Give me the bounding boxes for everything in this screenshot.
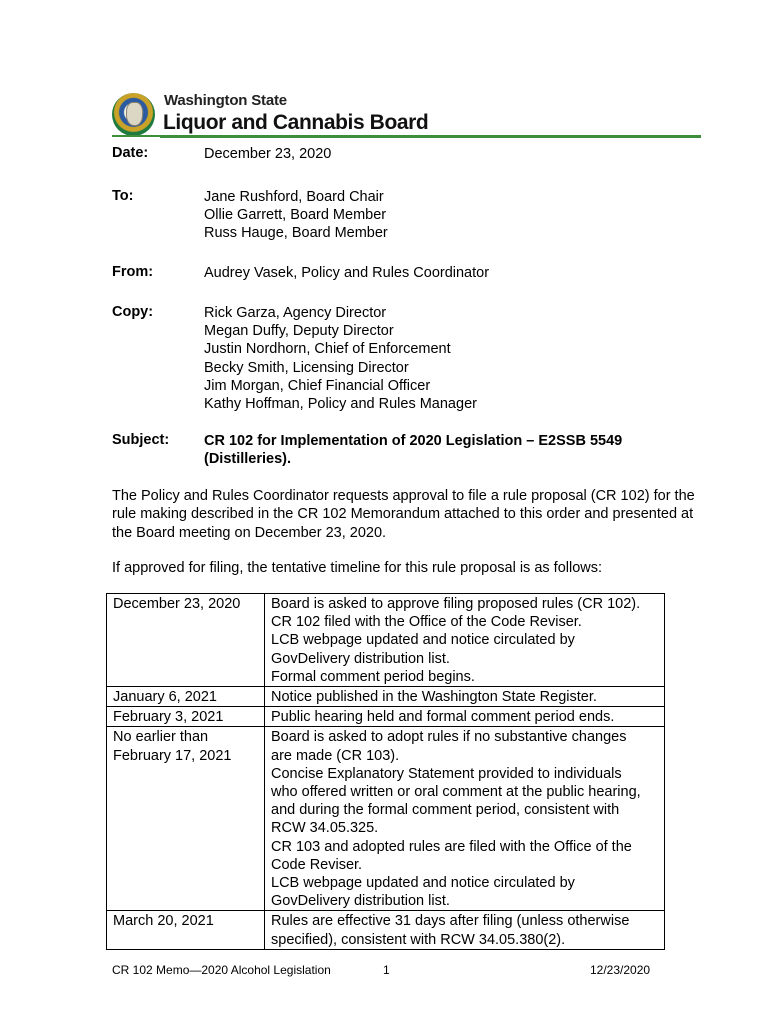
to-recipient: Jane Rushford, Board Chair bbox=[204, 189, 384, 205]
body-paragraph: If approved for filing, the tentative timeline for this rule proposal is as follows: bbox=[112, 560, 603, 576]
table-row bbox=[107, 911, 665, 949]
table-row bbox=[107, 727, 665, 911]
timeline-action: Public hearing held and formal comment period ends. bbox=[271, 709, 615, 726]
copy-recipients bbox=[204, 304, 477, 413]
subject-value: CR 102 for Implementation of 2020 Legislation – E2SSB 5549 (Distilleries). bbox=[204, 433, 623, 468]
timeline-action: Concise Explanatory Statement provided to individuals bbox=[271, 765, 622, 782]
to-recipients bbox=[204, 188, 388, 243]
timeline-action: Rules are effective 31 days after filing (unless otherwise bbox=[271, 913, 630, 930]
copy-recipient: Justin Nordhorn, Chief of Enforcement bbox=[204, 341, 451, 358]
timeline-date: March 20, 2021 bbox=[107, 911, 265, 949]
date-value: December 23, 2020 bbox=[204, 146, 332, 162]
timeline-date-line: No earlier than bbox=[113, 729, 209, 746]
timeline-date: December 23, 2020 bbox=[107, 594, 265, 687]
timeline-action: RCW 34.05.325. bbox=[271, 820, 379, 837]
subject-label: Subject: bbox=[112, 432, 170, 448]
header-rule bbox=[160, 135, 701, 138]
timeline-action: LCB webpage updated and notice circulated by bbox=[271, 632, 575, 649]
copy-recipient: Megan Duffy, Deputy Director bbox=[204, 323, 394, 340]
timeline-actions bbox=[265, 911, 665, 949]
agency-name-line1: Washington State bbox=[164, 92, 287, 109]
timeline-action: Board is asked to adopt rules if no substantive changes bbox=[271, 729, 627, 746]
to-label: To: bbox=[112, 188, 134, 204]
seal-portrait bbox=[126, 102, 143, 126]
copy-recipient: Becky Smith, Licensing Director bbox=[204, 359, 409, 376]
timeline-action: who offered written or oral comment at the public hearing, bbox=[271, 784, 641, 801]
copy-recipient: Kathy Hoffman, Policy and Rules Manager bbox=[204, 396, 477, 413]
header-rule-left bbox=[112, 135, 160, 137]
timeline-date: February 3, 2021 bbox=[107, 707, 265, 727]
footer-title: CR 102 Memo—2020 Alcohol Legislation bbox=[112, 963, 331, 977]
table-row bbox=[107, 707, 665, 727]
timeline-action: GovDelivery distribution list. bbox=[271, 893, 450, 910]
timeline-action: Formal comment period begins. bbox=[271, 668, 475, 685]
table-row bbox=[107, 687, 665, 707]
from-label: From: bbox=[112, 264, 154, 280]
copy-recipient: Jim Morgan, Chief Financial Officer bbox=[204, 377, 431, 394]
timeline-date bbox=[107, 727, 265, 911]
table-row bbox=[107, 594, 665, 687]
timeline-action: LCB webpage updated and notice circulated by bbox=[271, 875, 575, 892]
timeline-action: and during the formal comment period, consistent with bbox=[271, 802, 620, 819]
timeline-actions bbox=[265, 687, 665, 707]
timeline-date: January 6, 2021 bbox=[107, 687, 265, 707]
copy-label: Copy: bbox=[112, 304, 154, 320]
timeline-actions bbox=[265, 727, 665, 911]
timeline-action: CR 103 and adopted rules are filed with the Office of the bbox=[271, 838, 632, 855]
timeline-actions bbox=[265, 594, 665, 687]
timeline-action: Notice published in the Washington State Register. bbox=[271, 689, 597, 706]
timeline-action: Board is asked to approve filing proposed rules (CR 102). bbox=[271, 596, 641, 612]
from-value: Audrey Vasek, Policy and Rules Coordinator bbox=[204, 265, 490, 281]
timeline-action: Code Reviser. bbox=[271, 856, 363, 873]
copy-recipient: Rick Garza, Agency Director bbox=[204, 305, 387, 321]
footer-date: 12/23/2020 bbox=[590, 963, 651, 977]
timeline-table bbox=[106, 593, 665, 950]
timeline-action: CR 102 filed with the Office of the Code Reviser. bbox=[271, 614, 582, 631]
to-recipient: Russ Hauge, Board Member bbox=[204, 225, 388, 242]
timeline-date-line: February 17, 2021 bbox=[113, 747, 232, 764]
timeline-action: GovDelivery distribution list. bbox=[271, 650, 450, 667]
timeline-action: specified), consistent with RCW 34.05.380(2). bbox=[271, 931, 566, 948]
date-label: Date: bbox=[112, 145, 149, 161]
agency-name-line2: Liquor and Cannabis Board bbox=[163, 111, 429, 134]
to-recipient: Ollie Garrett, Board Member bbox=[204, 207, 387, 224]
timeline-action: are made (CR 103). bbox=[271, 747, 400, 764]
page-number: 1 bbox=[383, 963, 390, 977]
timeline-actions bbox=[265, 707, 665, 727]
body-paragraph: The Policy and Rules Coordinator requests approval to file a rule proposal (CR 102) for the rule making described in the CR 102 Memorandum attached to this order and presented at the Board meeting on December 23, 2020. bbox=[112, 488, 695, 541]
